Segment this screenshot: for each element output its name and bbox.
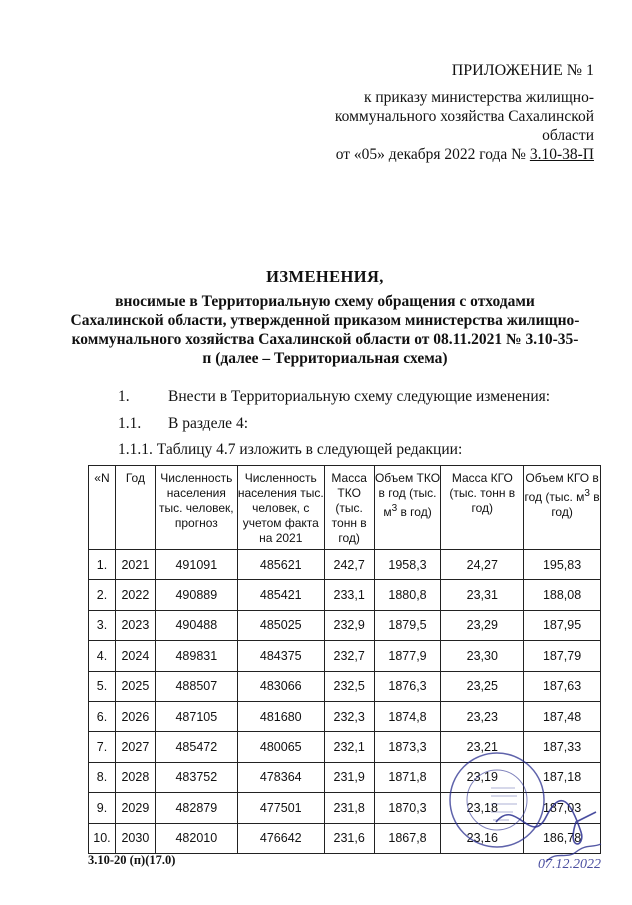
table-cell: 1870,3: [374, 793, 441, 823]
table-cell: 4.: [89, 641, 116, 671]
table-cell: 1873,3: [374, 732, 441, 762]
handwritten-signature: [486, 792, 616, 872]
column-header: Численность населения тыс. человек, прогноз: [155, 466, 237, 550]
table-cell: 232,3: [324, 701, 374, 731]
table-cell: 2025: [115, 671, 155, 701]
order-date-prefix: от «05» декабря 2022 года №: [335, 146, 530, 163]
table-cell: 186,78: [524, 823, 601, 853]
table-cell: 480065: [237, 732, 324, 762]
table-cell: 23,30: [441, 641, 524, 671]
table-cell: 24,27: [441, 550, 524, 580]
table-cell: 6.: [89, 701, 116, 731]
table-cell: 2022: [115, 580, 155, 610]
table-cell: 5.: [89, 671, 116, 701]
table-cell: 1880,8: [374, 580, 441, 610]
table-cell: 488507: [155, 671, 237, 701]
table-cell: 232,9: [324, 610, 374, 640]
table-cell: 2029: [115, 793, 155, 823]
order-line: коммунального хозяйства Сахалинской: [334, 108, 594, 125]
table-cell: 485025: [237, 610, 324, 640]
table-cell: 242,7: [324, 550, 374, 580]
table-cell: 231,9: [324, 762, 374, 792]
table-cell: 23,21: [441, 732, 524, 762]
order-number: 3.10-38-П: [529, 146, 594, 163]
column-header: Объем КГО в год (тыс. $м^3$ в год): [524, 466, 601, 550]
table-cell: 2030: [115, 823, 155, 853]
table-cell: 1877,9: [374, 641, 441, 671]
subtitle-line: вносимые в Территориальную схему обращения с отходами: [115, 293, 535, 310]
table-cell: 23,16: [441, 823, 524, 853]
table-cell: 23,31: [441, 580, 524, 610]
table-cell: 478364: [237, 762, 324, 792]
table-row: [89, 701, 601, 731]
paragraph-text: Таблицу 4.7 изложить в следующей редакции:: [156, 441, 463, 458]
table-cell: 195,83: [524, 550, 601, 580]
table-cell: 485621: [237, 550, 324, 580]
paragraph-number: 1.1.: [118, 415, 142, 432]
table-row: [89, 641, 601, 671]
table-cell: 187,63: [524, 671, 601, 701]
table-cell: 491091: [155, 550, 237, 580]
table-cell: 483752: [155, 762, 237, 792]
paragraph-number: 1.: [118, 388, 130, 405]
paragraph-text: В разделе 4:: [168, 415, 248, 432]
document-title: ИЗМЕНЕНИЯ,: [266, 267, 384, 286]
table-cell: 3.: [89, 610, 116, 640]
table-cell: 2021: [115, 550, 155, 580]
table-cell: 1876,3: [374, 671, 441, 701]
table-cell: 2023: [115, 610, 155, 640]
table-cell: 187,95: [524, 610, 601, 640]
table-cell: 187,48: [524, 701, 601, 731]
table-cell: 187,18: [524, 762, 601, 792]
table-cell: 1874,8: [374, 701, 441, 731]
table-cell: 233,1: [324, 580, 374, 610]
order-date-line: [294, 145, 594, 164]
table-cell: 1871,8: [374, 762, 441, 792]
table-cell: 1879,5: [374, 610, 441, 640]
table-cell: 187,79: [524, 641, 601, 671]
table-cell: 187,33: [524, 732, 601, 762]
table-cell: 477501: [237, 793, 324, 823]
order-reference: [294, 88, 594, 164]
table-cell: 23,19: [441, 762, 524, 792]
paragraph-1-1: [118, 415, 598, 435]
table-cell: 482010: [155, 823, 237, 853]
table-cell: 8.: [89, 762, 116, 792]
table-cell: 1.: [89, 550, 116, 580]
table-cell: 23,23: [441, 701, 524, 731]
table-cell: 23,25: [441, 671, 524, 701]
table-cell: 2024: [115, 641, 155, 671]
table-row: [89, 550, 601, 580]
table-cell: 1958,3: [374, 550, 441, 580]
table-cell: 2.: [89, 580, 116, 610]
table-cell: 232,7: [324, 641, 374, 671]
table-cell: 2026: [115, 701, 155, 731]
table-cell: 1867,8: [374, 823, 441, 853]
table-row: [89, 671, 601, 701]
order-line: к приказу министерства жилищно-: [363, 89, 594, 106]
column-header: Год: [115, 466, 155, 550]
table-cell: 187,03: [524, 793, 601, 823]
document-subtitle: [60, 292, 590, 368]
table-header-row: [89, 466, 601, 550]
table-cell: 232,5: [324, 671, 374, 701]
table-cell: 476642: [237, 823, 324, 853]
table-cell: 7.: [89, 732, 116, 762]
paragraph-1-1-1: [118, 441, 598, 461]
table-cell: 232,1: [324, 732, 374, 762]
signature-date: 07.12.2022: [538, 857, 601, 872]
column-header: Масса КГО (тыс. тонн в год): [441, 466, 524, 550]
table-cell: 483066: [237, 671, 324, 701]
column-header: «N: [89, 466, 116, 550]
table-cell: 489831: [155, 641, 237, 671]
column-header: Объем ТКО в год (тыс. $м^3$ в год): [374, 466, 441, 550]
table-cell: 485421: [237, 580, 324, 610]
table-cell: 484375: [237, 641, 324, 671]
paragraph-text: Внести в Территориальную схему следующие изменения:: [168, 388, 551, 405]
order-line: области: [542, 127, 594, 144]
paragraph-number: 1.1.1.: [118, 441, 153, 458]
table-cell: 10.: [89, 823, 116, 853]
table-cell: 2028: [115, 762, 155, 792]
subtitle-line: п (далее – Территориальная схема): [202, 350, 448, 367]
table-cell: 231,8: [324, 793, 374, 823]
appendix-label: ПРИЛОЖЕНИЕ № 1: [451, 62, 594, 79]
table-cell: 490889: [155, 580, 237, 610]
table-cell: 188,08: [524, 580, 601, 610]
table-cell: 2027: [115, 732, 155, 762]
table-row: [89, 610, 601, 640]
table-cell: 23,18: [441, 793, 524, 823]
table-cell: 23,29: [441, 610, 524, 640]
table-cell: 490488: [155, 610, 237, 640]
subtitle-line: коммунального хозяйства Сахалинской области от 08.11.2021 № 3.10-35-: [71, 331, 579, 348]
table-row: [89, 580, 601, 610]
paragraph-1: [118, 388, 598, 408]
table-cell: 9.: [89, 793, 116, 823]
column-header: Численность населения тыс. человек, с учетом факта на 2021: [237, 466, 324, 550]
footer-document-code: 3.10-20 (п)(17.0): [88, 853, 176, 867]
table-cell: 482879: [155, 793, 237, 823]
table-cell: 487105: [155, 701, 237, 731]
column-header: Масса ТКО (тыс. тонн в год): [324, 466, 374, 550]
table-cell: 231,6: [324, 823, 374, 853]
table-cell: 485472: [155, 732, 237, 762]
table-cell: 481680: [237, 701, 324, 731]
subtitle-line: Сахалинской области, утвержденной приказом министерства жилищно-: [70, 312, 580, 329]
